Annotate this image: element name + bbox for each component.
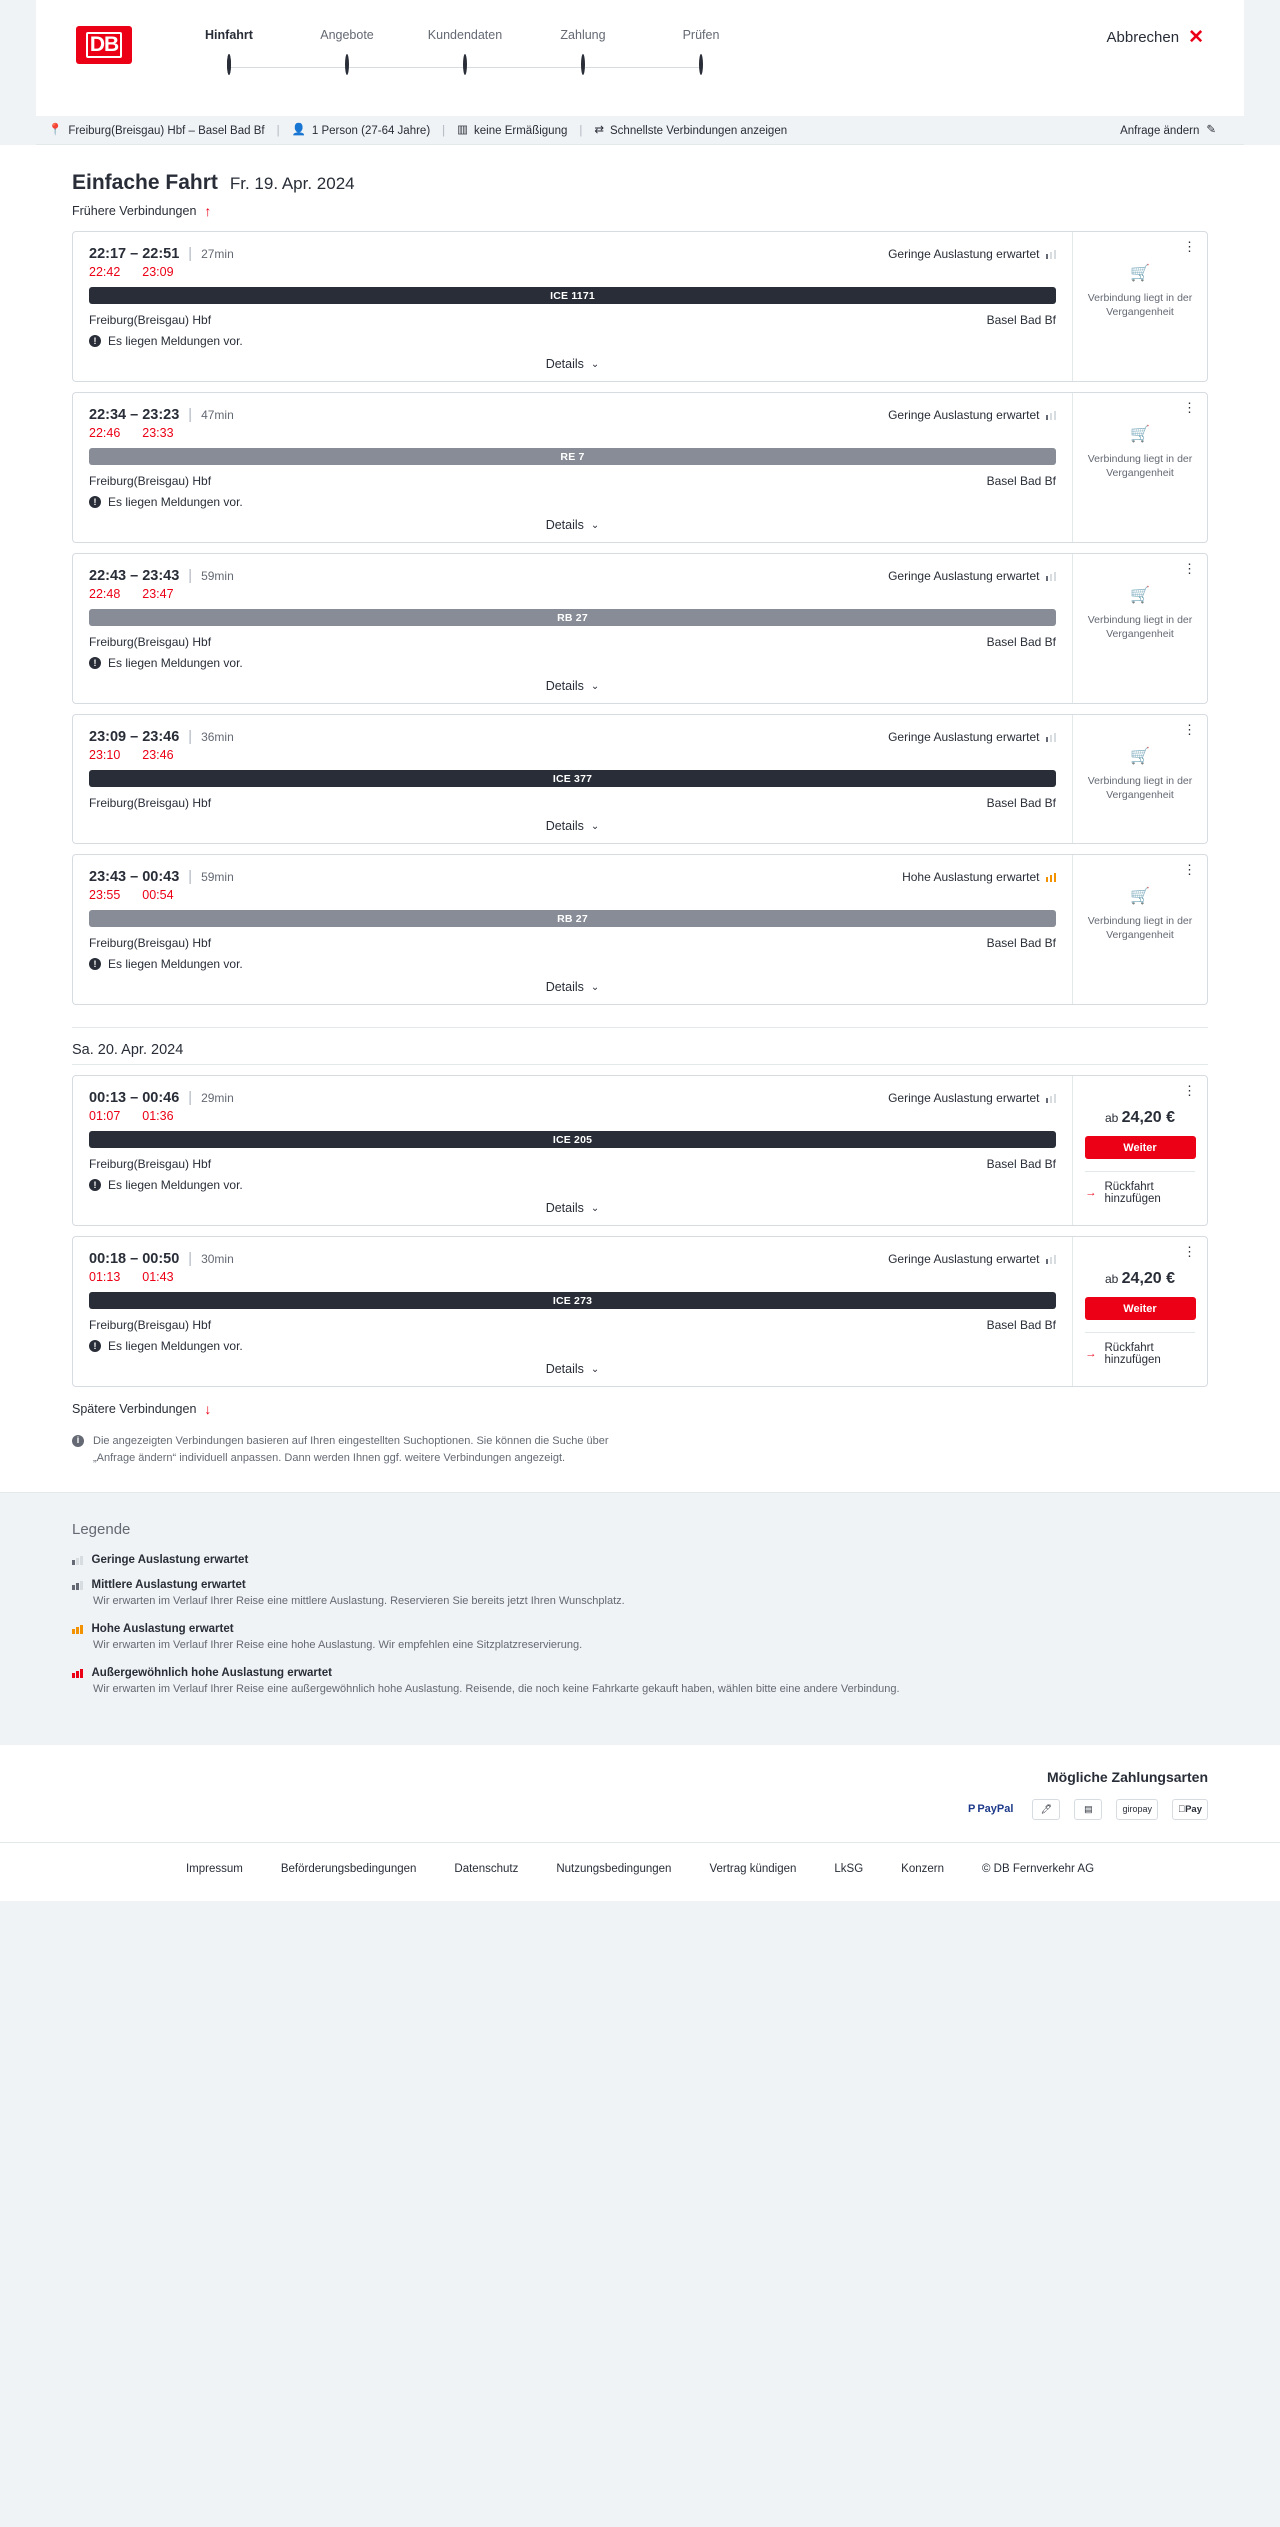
- payments-title: Mögliche Zahlungsarten: [1046, 1768, 1208, 1785]
- page-title: Einfache Fahrt: [72, 171, 218, 194]
- realtime-arrival: 23:47: [142, 587, 174, 601]
- connection-side-past: [1072, 715, 1207, 843]
- origin-station: Freiburg(Breisgau) Hbf: [89, 474, 212, 488]
- legend-item-head: [72, 1623, 1208, 1635]
- paypal-icon: P PayPal: [963, 1799, 1018, 1820]
- details-label: Details: [545, 357, 584, 371]
- station-row: [89, 1157, 1056, 1171]
- step-label: Zahlung: [560, 28, 606, 42]
- price-row: [1105, 1270, 1175, 1288]
- arrow-right-icon: →: [1085, 1348, 1097, 1360]
- train-bar: [89, 1292, 1056, 1309]
- connection-side-past: [1072, 855, 1207, 1004]
- origin-station: Freiburg(Breisgau) Hbf: [89, 1318, 212, 1332]
- legend-title: Legende: [72, 1521, 131, 1538]
- train-label: ICE 205: [552, 1133, 593, 1146]
- occupancy-icon: [1046, 872, 1057, 882]
- day-separator-label: Sa. 20. Apr. 2024: [72, 1028, 1208, 1065]
- step-1[interactable]: [170, 28, 288, 74]
- details-label: Details: [545, 679, 584, 693]
- occupancy-indicator: [888, 408, 1056, 422]
- destination-station: Basel Bad Bf: [986, 313, 1056, 327]
- connection-card[interactable]: [72, 1236, 1208, 1387]
- step-connector: [465, 67, 583, 68]
- warning-icon: !: [89, 1179, 101, 1191]
- connection-duration: 59min: [201, 569, 234, 583]
- origin-station: Freiburg(Breisgau) Hbf: [89, 1157, 212, 1171]
- step-dot-icon: [699, 54, 703, 75]
- connection-duration: 27min: [201, 247, 234, 261]
- add-return-trip-button[interactable]: [1085, 1332, 1195, 1366]
- location-pin-icon: 📍: [48, 123, 63, 136]
- connection-side-offer: [1072, 1076, 1207, 1225]
- arrow-up-icon: ↑: [204, 203, 212, 219]
- occupancy-indicator: [888, 730, 1056, 744]
- occupancy-icon: [1046, 1093, 1057, 1103]
- destination-station: Basel Bad Bf: [986, 936, 1056, 950]
- step-connector: [347, 67, 465, 68]
- continue-button[interactable]: Weiter: [1085, 1297, 1196, 1320]
- legend-section: [0, 1492, 1280, 1745]
- query-route-label: Freiburg(Breisgau) Hbf – Basel Bad Bf: [68, 124, 265, 137]
- connection-times: 00:18 – 00:50 | 30min: [89, 1251, 234, 1267]
- price-prefix: ab: [1104, 1111, 1119, 1125]
- step-label: Kundendaten: [427, 28, 503, 42]
- occupancy-indicator: [888, 1252, 1056, 1266]
- station-row: [89, 936, 1056, 950]
- connection-side-past: [1072, 393, 1207, 542]
- occupancy-indicator: [902, 870, 1056, 884]
- details-label: Details: [545, 1201, 584, 1215]
- realtime-arrival: 00:54: [142, 888, 174, 902]
- connection-header: [89, 1251, 1056, 1267]
- checkout-stepper: [170, 28, 1107, 74]
- realtime-times: [89, 587, 1056, 601]
- query-summary-bar: [36, 117, 1244, 145]
- more-options-icon[interactable]: ⋮: [1183, 1083, 1197, 1098]
- legend-item-label: Hohe Auslastung erwartet: [91, 1622, 234, 1635]
- realtime-times: [89, 888, 1056, 902]
- direct-debit-icon: ▤: [1074, 1799, 1102, 1820]
- connection-notice[interactable]: [89, 1339, 1056, 1353]
- paypal-label: P: [968, 1803, 976, 1816]
- connection-main: [73, 1076, 1072, 1225]
- legend-item-label: Mittlere Auslastung erwartet: [91, 1579, 246, 1591]
- realtime-times: [89, 1109, 1056, 1123]
- edit-query-button[interactable]: [1120, 125, 1244, 137]
- connection-side-offer: [1072, 1237, 1207, 1386]
- connection-card[interactable]: [72, 854, 1208, 1005]
- connection-times: 22:17 – 22:51 | 27min: [89, 246, 234, 262]
- bahncard-icon: ▥: [457, 123, 469, 136]
- connection-main: [73, 232, 1072, 381]
- divider: |: [579, 124, 583, 137]
- train-bar: [89, 910, 1056, 927]
- later-connections-label: Spätere Verbindungen: [72, 1402, 197, 1416]
- more-options-icon[interactable]: ⋮: [1183, 862, 1197, 877]
- chevron-down-icon: ⌄: [590, 981, 600, 993]
- train-label: ICE 273: [552, 1294, 593, 1307]
- footer-link[interactable]: LkSG: [834, 1862, 864, 1875]
- step-label: Angebote: [320, 28, 374, 42]
- train-label: RE 7: [560, 450, 585, 463]
- train-bar: [89, 609, 1056, 626]
- connection-header: [89, 407, 1056, 423]
- payment-logos: [72, 1799, 1208, 1820]
- connection-times: 00:13 – 00:46 | 29min: [89, 1090, 234, 1106]
- occupancy-icon: [1046, 1254, 1057, 1264]
- train-bar: [89, 448, 1056, 465]
- shopping-cart-icon: 🛒: [1130, 748, 1150, 765]
- arrow-right-icon: →: [1085, 1187, 1097, 1199]
- connection-duration: 59min: [201, 870, 234, 884]
- footer-link[interactable]: Vertrag kündigen: [709, 1862, 797, 1875]
- earlier-connections-label: Frühere Verbindungen: [72, 204, 197, 218]
- shopping-cart-icon: 🛒: [1130, 587, 1150, 604]
- realtime-departure: 01:13: [89, 1270, 121, 1284]
- divider: |: [188, 407, 193, 423]
- earlier-connections-button[interactable]: [36, 195, 211, 221]
- legend-item-label: Geringe Auslastung erwartet: [91, 1554, 249, 1566]
- station-row: [89, 313, 1056, 327]
- step-dot-icon: [463, 54, 467, 75]
- step-dot-icon: [345, 54, 349, 75]
- step-label: Hinfahrt: [205, 28, 253, 42]
- connection-notice-label: Es liegen Meldungen vor.: [108, 1339, 243, 1353]
- footer-link[interactable]: Konzern: [901, 1862, 945, 1875]
- realtime-arrival: 23:09: [142, 265, 174, 279]
- connection-notice[interactable]: [89, 334, 1056, 348]
- occupancy-icon: [1046, 732, 1057, 742]
- connection-main: [73, 393, 1072, 542]
- destination-station: Basel Bad Bf: [986, 796, 1056, 810]
- more-options-icon[interactable]: ⋮: [1183, 561, 1197, 576]
- legend-item-head: [72, 1554, 1208, 1566]
- train-bar: [89, 770, 1056, 787]
- page-title-row: [36, 145, 1244, 195]
- destination-station: Basel Bad Bf: [986, 635, 1056, 649]
- footer-link[interactable]: Nutzungsbedingungen: [556, 1862, 672, 1875]
- occupancy-icon: [72, 1668, 83, 1678]
- step-dot-icon: [227, 54, 231, 75]
- step-connector: [583, 67, 701, 68]
- realtime-times: [89, 426, 1056, 440]
- connection-times: 23:09 – 23:46 | 36min: [89, 729, 234, 745]
- more-options-icon[interactable]: ⋮: [1183, 1244, 1197, 1259]
- query-fastest-label: Schnellste Verbindungen anzeigen: [610, 124, 788, 137]
- add-return-trip-button[interactable]: [1085, 1171, 1195, 1205]
- connection-notice-label: Es liegen Meldungen vor.: [108, 495, 243, 509]
- connection-main: [73, 554, 1072, 703]
- legend-item-desc: Wir erwarten im Verlauf Ihrer Reise eine hohe Auslastung. Wir empfehlen eine Sitzplatzreservierung.: [93, 1638, 583, 1651]
- divider: |: [188, 246, 193, 262]
- app-header: [36, 0, 1244, 117]
- price-value: 24,20 €: [1121, 1270, 1176, 1287]
- connection-times: 23:43 – 00:43 | 59min: [89, 869, 234, 885]
- later-connections-button[interactable]: [36, 1387, 211, 1419]
- occupancy-indicator: [888, 569, 1056, 583]
- occupancy-icon: [72, 1580, 83, 1590]
- warning-icon: !: [89, 496, 101, 508]
- destination-station: Basel Bad Bf: [986, 474, 1056, 488]
- day-separator: [72, 1027, 1208, 1065]
- destination-station: Basel Bad Bf: [986, 1318, 1056, 1332]
- connection-notice-label: Es liegen Meldungen vor.: [108, 334, 243, 348]
- details-toggle[interactable]: [89, 810, 1056, 843]
- query-discount[interactable]: [445, 125, 579, 137]
- realtime-times: [89, 1270, 1056, 1284]
- occupancy-icon: [72, 1555, 83, 1565]
- occupancy-indicator: [888, 247, 1056, 261]
- cancel-button[interactable]: [1107, 28, 1204, 47]
- footer-nav: [0, 1843, 1280, 1901]
- query-passengers-label: 1 Person (27-64 Jahre): [311, 124, 431, 137]
- occupancy-label: Geringe Auslastung erwartet: [888, 1091, 1040, 1105]
- pencil-icon: ✎: [1206, 123, 1216, 136]
- connection-main: [73, 1237, 1072, 1386]
- connection-main: [73, 715, 1072, 843]
- details-label: Details: [545, 518, 584, 532]
- train-bar: [89, 1131, 1056, 1148]
- connection-header: [89, 568, 1056, 584]
- realtime-times: [89, 265, 1056, 279]
- connection-header: [89, 246, 1056, 262]
- connection-notice[interactable]: [89, 1178, 1056, 1192]
- footer-link[interactable]: Impressum: [185, 1862, 243, 1875]
- destination-station: Basel Bad Bf: [986, 1157, 1056, 1171]
- warning-icon: !: [89, 335, 101, 347]
- query-route[interactable]: [36, 125, 277, 137]
- page-title-date: Fr. 19. Apr. 2024: [229, 174, 355, 193]
- payments-section: [0, 1745, 1280, 1843]
- footer-copyright: © DB Fernverkehr AG: [982, 1862, 1095, 1875]
- giropay-icon: giropay: [1116, 1799, 1158, 1820]
- connection-duration: 29min: [201, 1091, 234, 1105]
- chevron-down-icon: ⌄: [590, 519, 600, 531]
- more-options-icon[interactable]: ⋮: [1183, 722, 1197, 737]
- divider: |: [442, 124, 446, 137]
- connection-card[interactable]: [72, 1075, 1208, 1226]
- details-toggle[interactable]: [89, 971, 1056, 1004]
- arrow-down-icon: ↓: [204, 1401, 212, 1417]
- occupancy-icon: [1046, 571, 1057, 581]
- price-prefix: ab: [1104, 1272, 1119, 1286]
- connection-header: [89, 869, 1056, 885]
- warning-icon: !: [89, 657, 101, 669]
- chevron-down-icon: ⌄: [590, 820, 600, 832]
- details-toggle[interactable]: [89, 1192, 1056, 1225]
- connection-card[interactable]: [72, 553, 1208, 704]
- cancel-label: Abbrechen: [1106, 29, 1180, 46]
- step-dot-icon: [581, 54, 585, 75]
- legend-item-head: [72, 1667, 1208, 1679]
- connection-card[interactable]: [72, 392, 1208, 543]
- add-return-trip-label: Rückfahrt hinzufügen: [1104, 1181, 1161, 1205]
- divider: |: [188, 1251, 193, 1267]
- add-return-trip-label: Rückfahrt hinzufügen: [1104, 1342, 1161, 1366]
- continue-button[interactable]: Weiter: [1085, 1136, 1196, 1159]
- search-footnote-text: Die angezeigten Verbindungen basieren auf Ihren eingestellten Suchoptionen. Sie können die Suche über „Anfrage ändern“ individuell anpassen. Dann werden Ihnen ggf. weitere Verbindungen angezeigt.: [93, 1435, 609, 1464]
- main-content: [0, 145, 1280, 1492]
- connection-notice[interactable]: [89, 495, 1056, 509]
- details-toggle[interactable]: [89, 670, 1056, 703]
- divider: |: [188, 729, 193, 745]
- connection-side-past: [1072, 554, 1207, 703]
- legend-item: [72, 1623, 1208, 1654]
- details-label: Details: [545, 1362, 584, 1376]
- origin-station: Freiburg(Breisgau) Hbf: [89, 635, 212, 649]
- connection-duration: 36min: [201, 730, 234, 744]
- occupancy-label: Geringe Auslastung erwartet: [888, 408, 1040, 422]
- warning-icon: !: [89, 958, 101, 970]
- chevron-down-icon: ⌄: [590, 680, 600, 692]
- realtime-departure: 22:48: [89, 587, 121, 601]
- price-value: 24,20 €: [1121, 1109, 1176, 1126]
- realtime-departure: 22:46: [89, 426, 121, 440]
- realtime-departure: 23:55: [89, 888, 121, 902]
- chevron-down-icon: ⌄: [590, 1202, 600, 1214]
- connection-list-day2: [36, 1075, 1244, 1387]
- station-row: [89, 796, 1056, 810]
- legend-items: [72, 1554, 1208, 1698]
- realtime-departure: 01:07: [89, 1109, 121, 1123]
- price-row: [1105, 1109, 1175, 1127]
- connection-times: 22:34 – 23:23 | 47min: [89, 407, 234, 423]
- connection-notice[interactable]: [89, 957, 1056, 971]
- db-logo-text: DB: [86, 32, 122, 58]
- step-connector: [229, 67, 347, 68]
- occupancy-indicator: [888, 1091, 1056, 1105]
- details-label: Details: [545, 819, 584, 833]
- shopping-cart-icon: 🛒: [1130, 888, 1150, 905]
- realtime-arrival: 23:33: [142, 426, 174, 440]
- more-options-icon[interactable]: ⋮: [1183, 239, 1197, 254]
- occupancy-label: Geringe Auslastung erwartet: [888, 730, 1040, 744]
- connection-card[interactable]: [72, 231, 1208, 382]
- legend-item-head: [72, 1579, 1208, 1591]
- legend-item: [72, 1579, 1208, 1610]
- connection-duration: 30min: [201, 1252, 234, 1266]
- occupancy-icon: [1046, 249, 1057, 259]
- train-label: ICE 1171: [550, 289, 595, 302]
- legend-item-desc: Wir erwarten im Verlauf Ihrer Reise eine mittlere Auslastung. Reservieren Sie bereits jetzt Ihren Wunschplatz.: [93, 1595, 625, 1607]
- connection-main: [73, 855, 1072, 1004]
- divider: |: [188, 869, 193, 885]
- connection-times: 22:43 – 23:43 | 59min: [89, 568, 234, 584]
- occupancy-label: Geringe Auslastung erwartet: [888, 247, 1040, 261]
- connection-side-past: [1072, 232, 1207, 381]
- footer-link[interactable]: Datenschutz: [454, 1862, 519, 1875]
- legend-item: [72, 1667, 1208, 1698]
- divider: |: [188, 1090, 193, 1106]
- train-label: RB 27: [557, 611, 588, 624]
- details-toggle[interactable]: [89, 348, 1056, 381]
- shopping-cart-icon: 🛒: [1130, 265, 1150, 282]
- chevron-down-icon: ⌄: [590, 358, 600, 370]
- occupancy-label: Geringe Auslastung erwartet: [888, 1252, 1040, 1266]
- occupancy-label: Hohe Auslastung erwartet: [902, 870, 1040, 884]
- train-bar: [89, 287, 1056, 304]
- past-connection-label: Verbindung liegt in der Vergangenheit: [1087, 614, 1193, 641]
- connection-duration: 47min: [201, 408, 234, 422]
- realtime-arrival: 23:46: [142, 748, 174, 762]
- realtime-times: [89, 748, 1056, 762]
- sort-icon: ⇄: [594, 123, 604, 136]
- divider: |: [276, 124, 280, 137]
- connection-card[interactable]: [72, 714, 1208, 844]
- search-footnote: [36, 1419, 676, 1492]
- occupancy-label: Geringe Auslastung erwartet: [888, 569, 1040, 583]
- db-logo[interactable]: [76, 26, 132, 64]
- chevron-down-icon: ⌄: [590, 1363, 600, 1375]
- realtime-departure: 23:10: [89, 748, 121, 762]
- connection-list-day1: [36, 231, 1244, 1005]
- station-row: [89, 635, 1056, 649]
- connection-notice-label: Es liegen Meldungen vor.: [108, 957, 243, 971]
- origin-station: Freiburg(Breisgau) Hbf: [89, 313, 212, 327]
- connection-notice-label: Es liegen Meldungen vor.: [108, 656, 243, 670]
- apple-pay-icon: Pay: [1172, 1799, 1208, 1820]
- creditcard-icon: 🖊: [1032, 1799, 1060, 1820]
- person-icon: 👤: [291, 123, 306, 136]
- past-connection-label: Verbindung liegt in der Vergangenheit: [1087, 453, 1193, 480]
- station-row: [89, 1318, 1056, 1332]
- legend-item-desc: Wir erwarten im Verlauf Ihrer Reise eine außergewöhnlich hohe Auslastung. Reisende, die noch keine Fahrkarte gekauft haben, wählen bitte eine andere Verbindung.: [93, 1682, 900, 1695]
- close-icon: ✕: [1188, 27, 1204, 48]
- realtime-arrival: 01:36: [142, 1109, 174, 1123]
- past-connection-label: Verbindung liegt in der Vergangenheit: [1087, 915, 1193, 942]
- connection-header: [89, 729, 1056, 745]
- realtime-departure: 22:42: [89, 265, 121, 279]
- query-passengers[interactable]: [280, 123, 446, 137]
- origin-station: Freiburg(Breisgau) Hbf: [89, 796, 212, 810]
- origin-station: Freiburg(Breisgau) Hbf: [89, 936, 212, 950]
- details-label: Details: [545, 980, 584, 994]
- train-label: ICE 377: [552, 772, 593, 785]
- more-options-icon[interactable]: ⋮: [1183, 400, 1197, 415]
- connection-notice-label: Es liegen Meldungen vor.: [108, 1178, 243, 1192]
- legend-item-label: Außergewöhnlich hohe Auslastung erwartet: [91, 1666, 332, 1679]
- info-icon: i: [72, 1435, 84, 1447]
- query-fastest-toggle[interactable]: [582, 125, 799, 137]
- details-toggle[interactable]: [89, 1353, 1056, 1386]
- footer-link[interactable]: Beförderungsbedingungen: [280, 1862, 417, 1875]
- occupancy-icon: [72, 1624, 83, 1634]
- occupancy-icon: [1046, 410, 1057, 420]
- past-connection-label: Verbindung liegt in der Vergangenheit: [1087, 292, 1193, 319]
- connection-notice[interactable]: [89, 656, 1056, 670]
- edit-query-label: Anfrage ändern: [1120, 124, 1200, 137]
- train-label: RB 27: [557, 912, 588, 925]
- realtime-arrival: 01:43: [142, 1270, 174, 1284]
- shopping-cart-icon: 🛒: [1130, 426, 1150, 443]
- warning-icon: !: [89, 1340, 101, 1352]
- step-label: Prüfen: [682, 28, 720, 42]
- details-toggle[interactable]: [89, 509, 1056, 542]
- past-connection-label: Verbindung liegt in der Vergangenheit: [1087, 775, 1193, 802]
- divider: |: [188, 568, 193, 584]
- query-discount-label: keine Ermäßigung: [474, 124, 568, 137]
- connection-header: [89, 1090, 1056, 1106]
- legend-item: [72, 1554, 1208, 1566]
- station-row: [89, 474, 1056, 488]
